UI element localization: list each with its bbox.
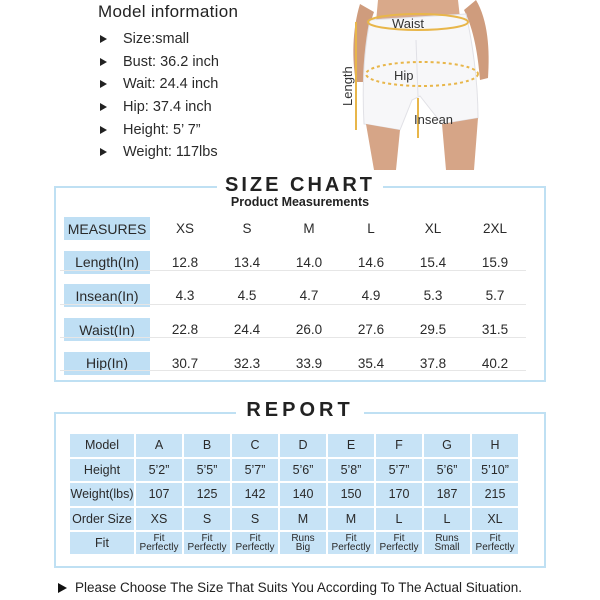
table-cell: 5’6”	[280, 459, 326, 482]
table-cell: 4.9	[361, 288, 381, 304]
table-cell: 15.9	[481, 254, 509, 270]
left-leg	[366, 124, 400, 170]
table-row	[70, 459, 518, 482]
arrow-bullet-icon	[100, 35, 107, 43]
table-cell: 13.4	[233, 254, 261, 270]
row-label: Insean(In)	[64, 284, 150, 307]
list-item: Wait: 24.4 inch	[98, 73, 238, 96]
table-cell: 24.4	[233, 322, 261, 338]
table-cell: 30.7	[171, 355, 199, 371]
size-header: S	[242, 221, 252, 237]
row-divider	[60, 270, 526, 271]
table-cell: 26.0	[295, 322, 323, 338]
model-information-list	[98, 28, 238, 164]
fit-cell: Fit Perfectly	[232, 532, 278, 554]
row-label: Weight(lbs)	[70, 483, 134, 506]
table-cell: G	[424, 434, 470, 457]
size-chart-header-row	[64, 212, 526, 246]
table-cell: M	[280, 508, 326, 531]
table-row	[70, 532, 518, 554]
table-cell: 37.8	[419, 355, 447, 371]
arrow-bullet-icon	[58, 583, 67, 593]
footer-note	[58, 580, 522, 595]
row-label: Order Size	[70, 508, 134, 531]
table-cell: 14.6	[357, 254, 385, 270]
product-photo	[338, 0, 498, 170]
table-cell: 32.3	[233, 355, 261, 371]
table-cell: 4.7	[299, 288, 319, 304]
arrow-bullet-icon	[100, 58, 107, 66]
footer-text: Please Choose The Size That Suits You According To The Actual Situation.	[75, 580, 523, 595]
row-label: Height	[70, 459, 134, 482]
table-cell: 40.2	[481, 355, 509, 371]
table-cell: 5’8”	[328, 459, 374, 482]
waist-label: Waist	[392, 16, 425, 31]
size-chart-title: SIZE CHART	[0, 174, 600, 197]
fit-cell: Fit Perfectly	[376, 532, 422, 554]
insean-label: Insean	[414, 112, 454, 127]
row-divider	[60, 370, 526, 371]
table-cell: 187	[424, 483, 470, 506]
list-item: Height: 5’ 7”	[98, 118, 238, 141]
fit-cell: Fit Perfectly	[184, 532, 230, 554]
table-cell: 5.7	[485, 288, 505, 304]
report-title: REPORT	[0, 399, 600, 422]
row-label: Hip(In)	[64, 352, 150, 375]
table-cell: 5.3	[423, 288, 443, 304]
table-cell: 4.3	[175, 288, 195, 304]
size-header: M	[303, 221, 315, 237]
table-cell: 5’7”	[376, 459, 422, 482]
row-label: Waist(In)	[64, 318, 150, 341]
table-cell: E	[328, 434, 374, 457]
table-cell: 107	[136, 483, 182, 506]
fit-cell: Runs Small	[424, 532, 470, 554]
table-cell: 215	[472, 483, 518, 506]
table-cell: 140	[280, 483, 326, 506]
hip-label: Hip	[394, 68, 414, 83]
row-label: Length(In)	[64, 251, 150, 274]
table-cell: 35.4	[357, 355, 385, 371]
table-cell: 5’7”	[232, 459, 278, 482]
table-cell: M	[328, 508, 374, 531]
model-information	[98, 2, 238, 164]
table-row	[64, 246, 526, 280]
size-chart-table	[64, 212, 526, 380]
table-cell: D	[280, 434, 326, 457]
table-cell: 5’5”	[184, 459, 230, 482]
row-divider	[60, 337, 526, 338]
table-cell: 5’2”	[136, 459, 182, 482]
table-cell: S	[232, 508, 278, 531]
table-row	[64, 279, 526, 313]
table-cell: H	[472, 434, 518, 457]
table-cell: L	[424, 508, 470, 531]
length-label: Length	[340, 66, 355, 106]
model-information-title: Model information	[98, 2, 239, 21]
table-cell: 29.5	[419, 322, 447, 338]
fit-cell: Fit Perfectly	[328, 532, 374, 554]
fit-cell: Fit Perfectly	[136, 532, 182, 554]
table-cell: 33.9	[295, 355, 323, 371]
table-cell: C	[232, 434, 278, 457]
table-cell: 15.4	[419, 254, 447, 270]
row-label: Model	[70, 434, 134, 457]
fit-cell: Fit Perfectly	[472, 532, 518, 554]
table-cell: XS	[136, 508, 182, 531]
table-row	[70, 508, 518, 531]
table-cell: B	[184, 434, 230, 457]
table-cell: 150	[328, 483, 374, 506]
row-divider	[60, 304, 526, 305]
table-row	[70, 434, 518, 457]
table-cell: 125	[184, 483, 230, 506]
size-chart-subtitle: Product Measurements	[230, 195, 370, 209]
table-row	[70, 483, 518, 506]
size-header: XS	[175, 221, 194, 237]
arrow-bullet-icon	[100, 148, 107, 156]
table-cell: 12.8	[171, 254, 199, 270]
list-item: Size:small	[98, 28, 238, 51]
table-cell: 14.0	[295, 254, 323, 270]
table-cell: 4.5	[237, 288, 257, 304]
report-table	[68, 432, 520, 556]
table-cell: A	[136, 434, 182, 457]
table-cell: 142	[232, 483, 278, 506]
table-cell: 5’10”	[472, 459, 518, 482]
size-header: 2XL	[482, 221, 508, 237]
table-row	[64, 346, 526, 380]
arrow-bullet-icon	[100, 80, 107, 88]
table-cell: 22.8	[171, 322, 199, 338]
table-cell: XL	[472, 508, 518, 531]
arrow-bullet-icon	[100, 126, 107, 134]
table-cell: 5’6”	[424, 459, 470, 482]
table-cell: 31.5	[481, 322, 509, 338]
table-cell: 170	[376, 483, 422, 506]
size-header: L	[367, 221, 375, 237]
table-cell: F	[376, 434, 422, 457]
list-item: Hip: 37.4 inch	[98, 96, 238, 119]
table-cell: L	[376, 508, 422, 531]
row-label: Fit	[70, 532, 134, 554]
list-item: Bust: 36.2 inch	[98, 51, 238, 74]
table-cell: 27.6	[357, 322, 385, 338]
table-row	[64, 313, 526, 347]
list-item: Weight: 117lbs	[98, 141, 238, 164]
arrow-bullet-icon	[100, 103, 107, 111]
table-cell: S	[184, 508, 230, 531]
fit-cell: Runs Big	[280, 532, 326, 554]
measures-header: MEASURES	[64, 217, 150, 240]
size-header: XL	[424, 221, 442, 237]
